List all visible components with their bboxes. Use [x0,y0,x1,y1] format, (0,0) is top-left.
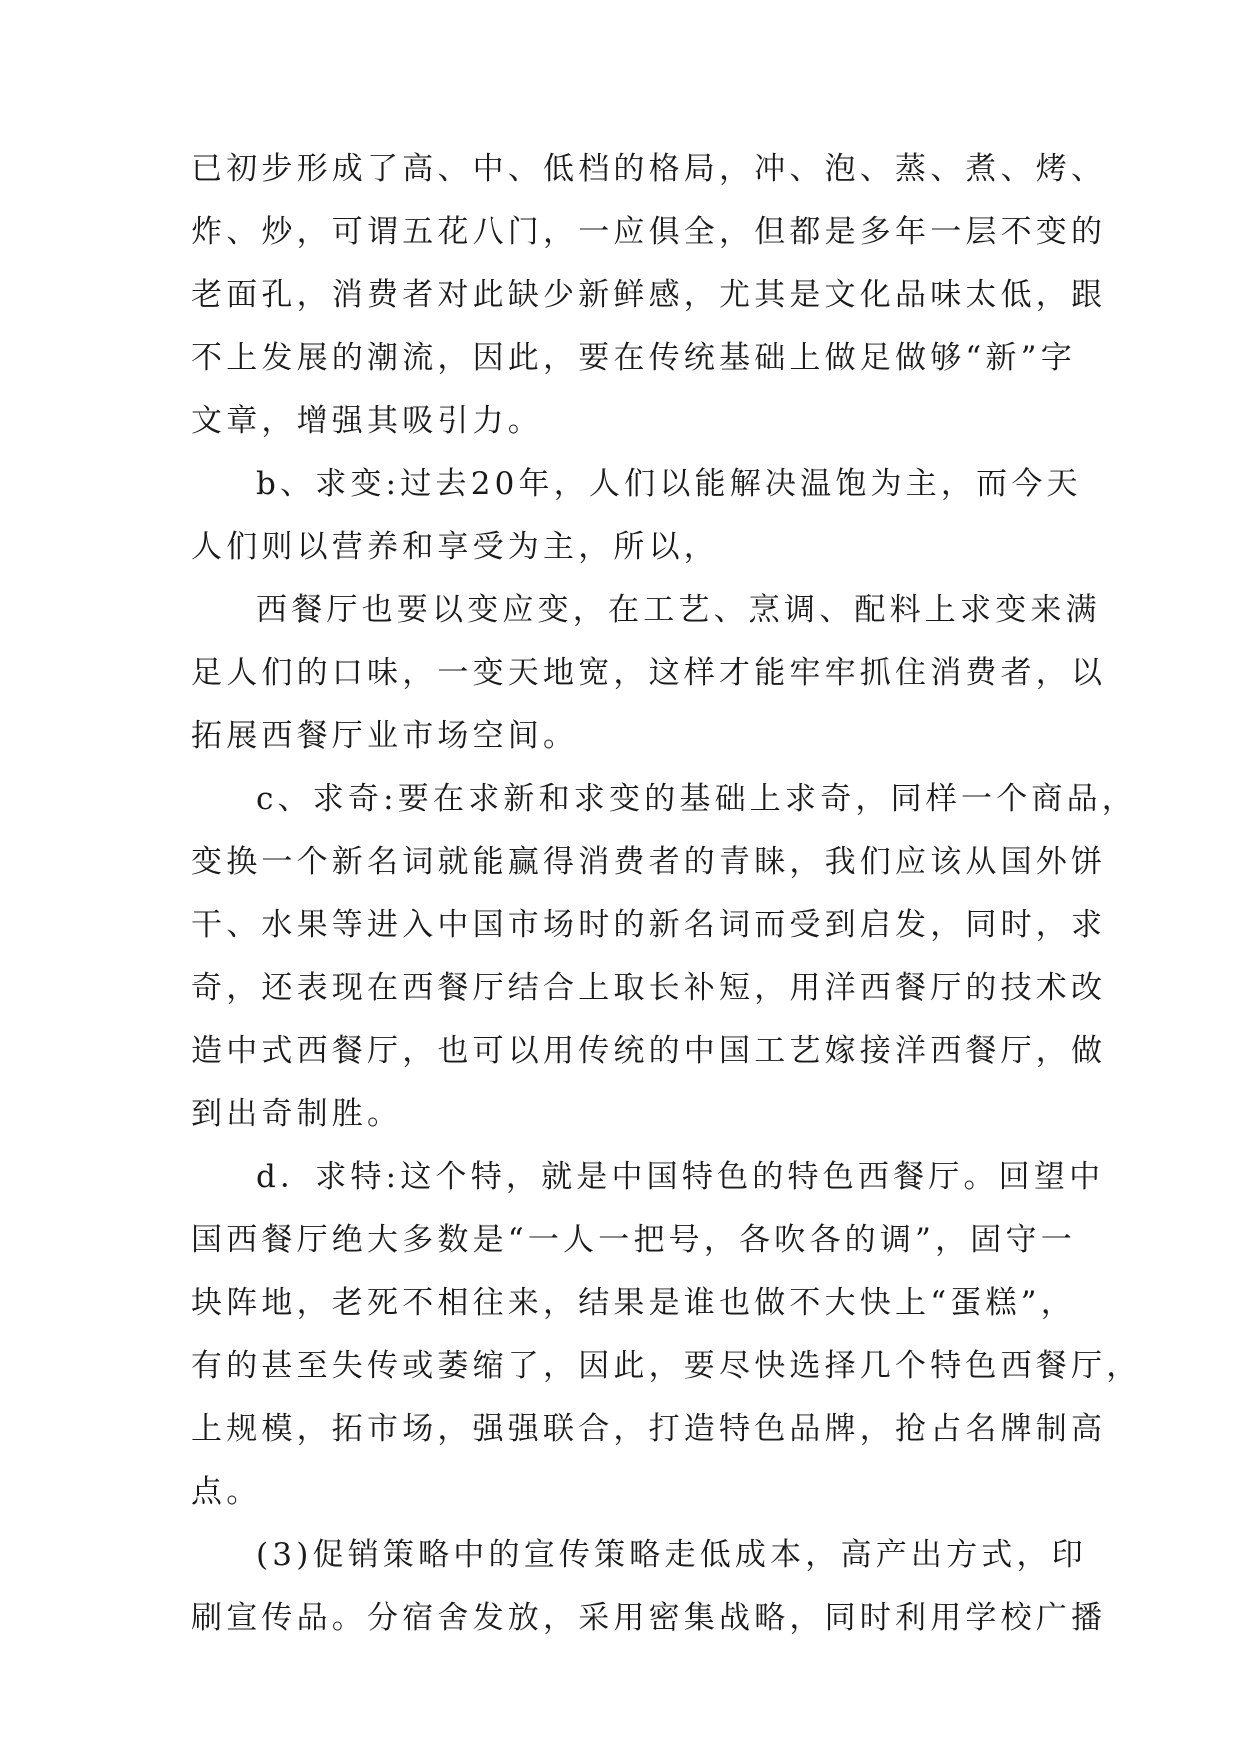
text-line: 干、水果等进入中国市场时的新名词而受到启发，同时，求 [191,907,1107,943]
text-line: 造中式西餐厅，也可以用传统的中国工艺嫁接洋西餐厅，做 [191,1033,1107,1069]
text-line: 块阵地，老死不相往来，结果是谁也做不大快上“蛋糕”， [191,1285,1076,1321]
text-line: 文章，增强其吸引力。 [191,403,543,439]
text-line: d．求特:这个特，就是中国特色的特色西餐厅。回望中 [256,1159,1105,1195]
text-line: 老面孔，消费者对此缺少新鲜感，尤其是文化品味太低，跟 [191,277,1107,313]
text-line: 刷宣传品。分宿舍发放，采用密集战略，同时利用学校广播 [191,1600,1107,1636]
text-line: 点。 [191,1474,262,1510]
text-line: 到出奇制胜。 [191,1096,403,1132]
text-line: 奇，还表现在西餐厅结合上取长补短，用洋西餐厅的技术改 [191,970,1107,1006]
text-line: 变换一个新名词就能赢得消费者的青睐，我们应该从国外饼 [191,844,1107,880]
text-line: 足人们的口味，一变天地宽，这样才能牢牢抓住消费者，以 [191,655,1107,691]
text-line: 国西餐厅绝大多数是“一人一把号，各吹各的调”，固守一 [191,1222,1076,1258]
text-line: 西餐厅也要以变应变，在工艺、烹调、配料上求变来满 [256,592,1101,628]
text-line: 人们则以营养和享受为主，所以， [191,529,719,565]
text-line: (3)促销策略中的宣传策略走低成本，高产出方式，印 [256,1537,1087,1573]
text-line: 上规模，拓市场，强强联合，打造特色品牌，抢占名牌制高 [191,1411,1107,1447]
text-line: 炸、炒，可谓五花八门，一应俱全，但都是多年一层不变的 [191,214,1107,250]
text-line: 拓展西餐厅业市场空间。 [191,718,579,754]
text-line: c、求奇:要在求新和求变的基础上求奇，同样一个商品， [256,781,1138,817]
text-line: 有的甚至失传或萎缩了，因此，要尽快选择几个特色西餐厅， [191,1348,1142,1384]
text-line: 已初步形成了高、中、低档的格局，冲、泡、蒸、煮、烤、 [191,151,1107,187]
text-line: 不上发展的潮流，因此，要在传统基础上做足做够“新”字 [191,340,1076,376]
text-line: b、求变:过去20年，人们以能解决温饱为主，而今天 [256,466,1082,502]
